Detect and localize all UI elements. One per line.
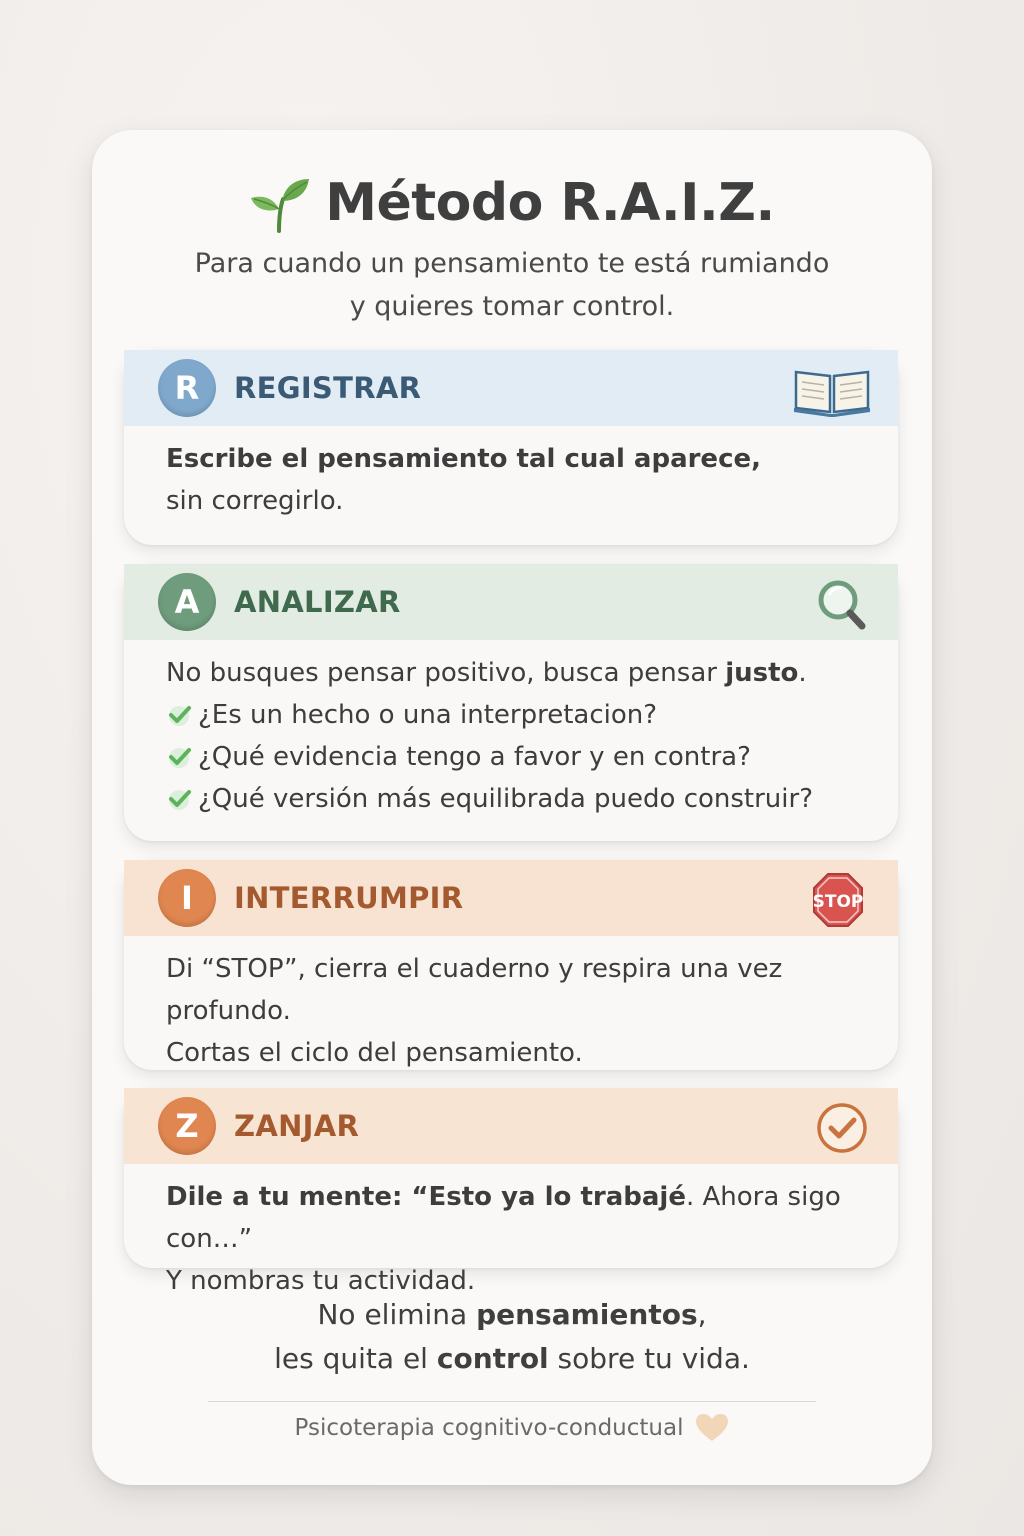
letter-badge-z: Z [158,1097,216,1155]
step-zanjar [124,1088,898,1296]
check-item [166,694,858,736]
step-interrumpir-line-2: profundo. [166,996,291,1026]
step-registrar-title: REGISTRAR [234,371,422,405]
step-analizar-intro [166,652,858,694]
check-item-text: ¿Es un hecho o una interpretacion? [198,700,658,730]
step-zanjar-header [124,1088,898,1164]
zanjar-rest: . Ahora sigo con…” [166,1182,841,1254]
intro-end: . [798,658,807,688]
intro-bold: justo [725,658,799,688]
step-interrumpir [124,860,898,1070]
footer-note-text: Psicoterapia cognitivo-conductual [294,1415,684,1441]
heart-icon [695,1413,729,1443]
step-analizar-body [124,640,898,820]
step-interrumpir-header [124,860,898,936]
quote-bold: pensamientos [476,1298,698,1331]
check-icon [166,785,194,813]
check-icon [166,743,194,771]
footer-quote [132,1293,892,1381]
step-analizar-title: ANALIZAR [234,585,401,619]
title-row [92,168,932,238]
zanjar-bold: Dile a tu mente: “Esto ya lo trabajé [166,1182,686,1212]
step-zanjar-title: ZANJAR [234,1109,360,1143]
step-interrumpir-line-3: Cortas el ciclo del pensamiento. [166,1038,583,1068]
step-interrumpir-body [124,936,898,1074]
subtitle [152,242,872,328]
letter-badge-i: I [158,869,216,927]
check-icon [166,701,194,729]
step-registrar-line-2: sin corregirlo. [166,486,344,516]
letter-badge-r: R [158,359,216,417]
step-zanjar-body [124,1164,898,1302]
quote-comma: , [697,1298,707,1331]
open-book-icon [792,362,872,418]
step-analizar [124,564,898,841]
step-analizar-header [124,564,898,640]
step-registrar [124,350,898,545]
magnifier-icon [792,576,872,632]
quote-bold: control [436,1342,549,1375]
check-circle-icon [792,1100,872,1156]
step-zanjar-line-2: Y nombras tu actividad. [166,1266,476,1296]
sprout-icon [249,173,313,233]
divider [208,1401,816,1402]
page-title: Método R.A.I.Z. [325,173,775,233]
subtitle-line-1: Para cuando un pensamiento te está rumiando [194,248,830,279]
quote-text: No elimina [317,1298,477,1331]
method-card [92,130,932,1485]
step-interrumpir-title: INTERRUMPIR [234,881,464,915]
intro-text: No busques pensar positivo, busca pensar [166,658,726,688]
footer-note [92,1408,932,1448]
step-interrumpir-line-1: Di “STOP”, cierra el cuaderno y respira una vez [166,954,783,984]
check-item-text: ¿Qué evidencia tengo a favor y en contra? [198,742,751,772]
quote-end: sobre tu vida. [548,1342,750,1375]
quote-text: les quita el [274,1342,437,1375]
check-item [166,778,858,820]
quote-line-2 [132,1337,892,1381]
stop-sign-text: STOP [812,892,864,912]
step-zanjar-line-1 [166,1176,858,1260]
step-registrar-body [124,426,898,522]
quote-line-1 [132,1293,892,1337]
step-registrar-header [124,350,898,426]
subtitle-line-2: y quieres tomar control. [349,291,675,322]
check-item [166,736,858,778]
stop-sign-icon [792,872,872,928]
step-registrar-line-1: Escribe el pensamiento tal cual aparece, [166,444,761,474]
check-item-text: ¿Qué versión más equilibrada puedo construir? [198,784,813,814]
letter-badge-a: A [158,573,216,631]
